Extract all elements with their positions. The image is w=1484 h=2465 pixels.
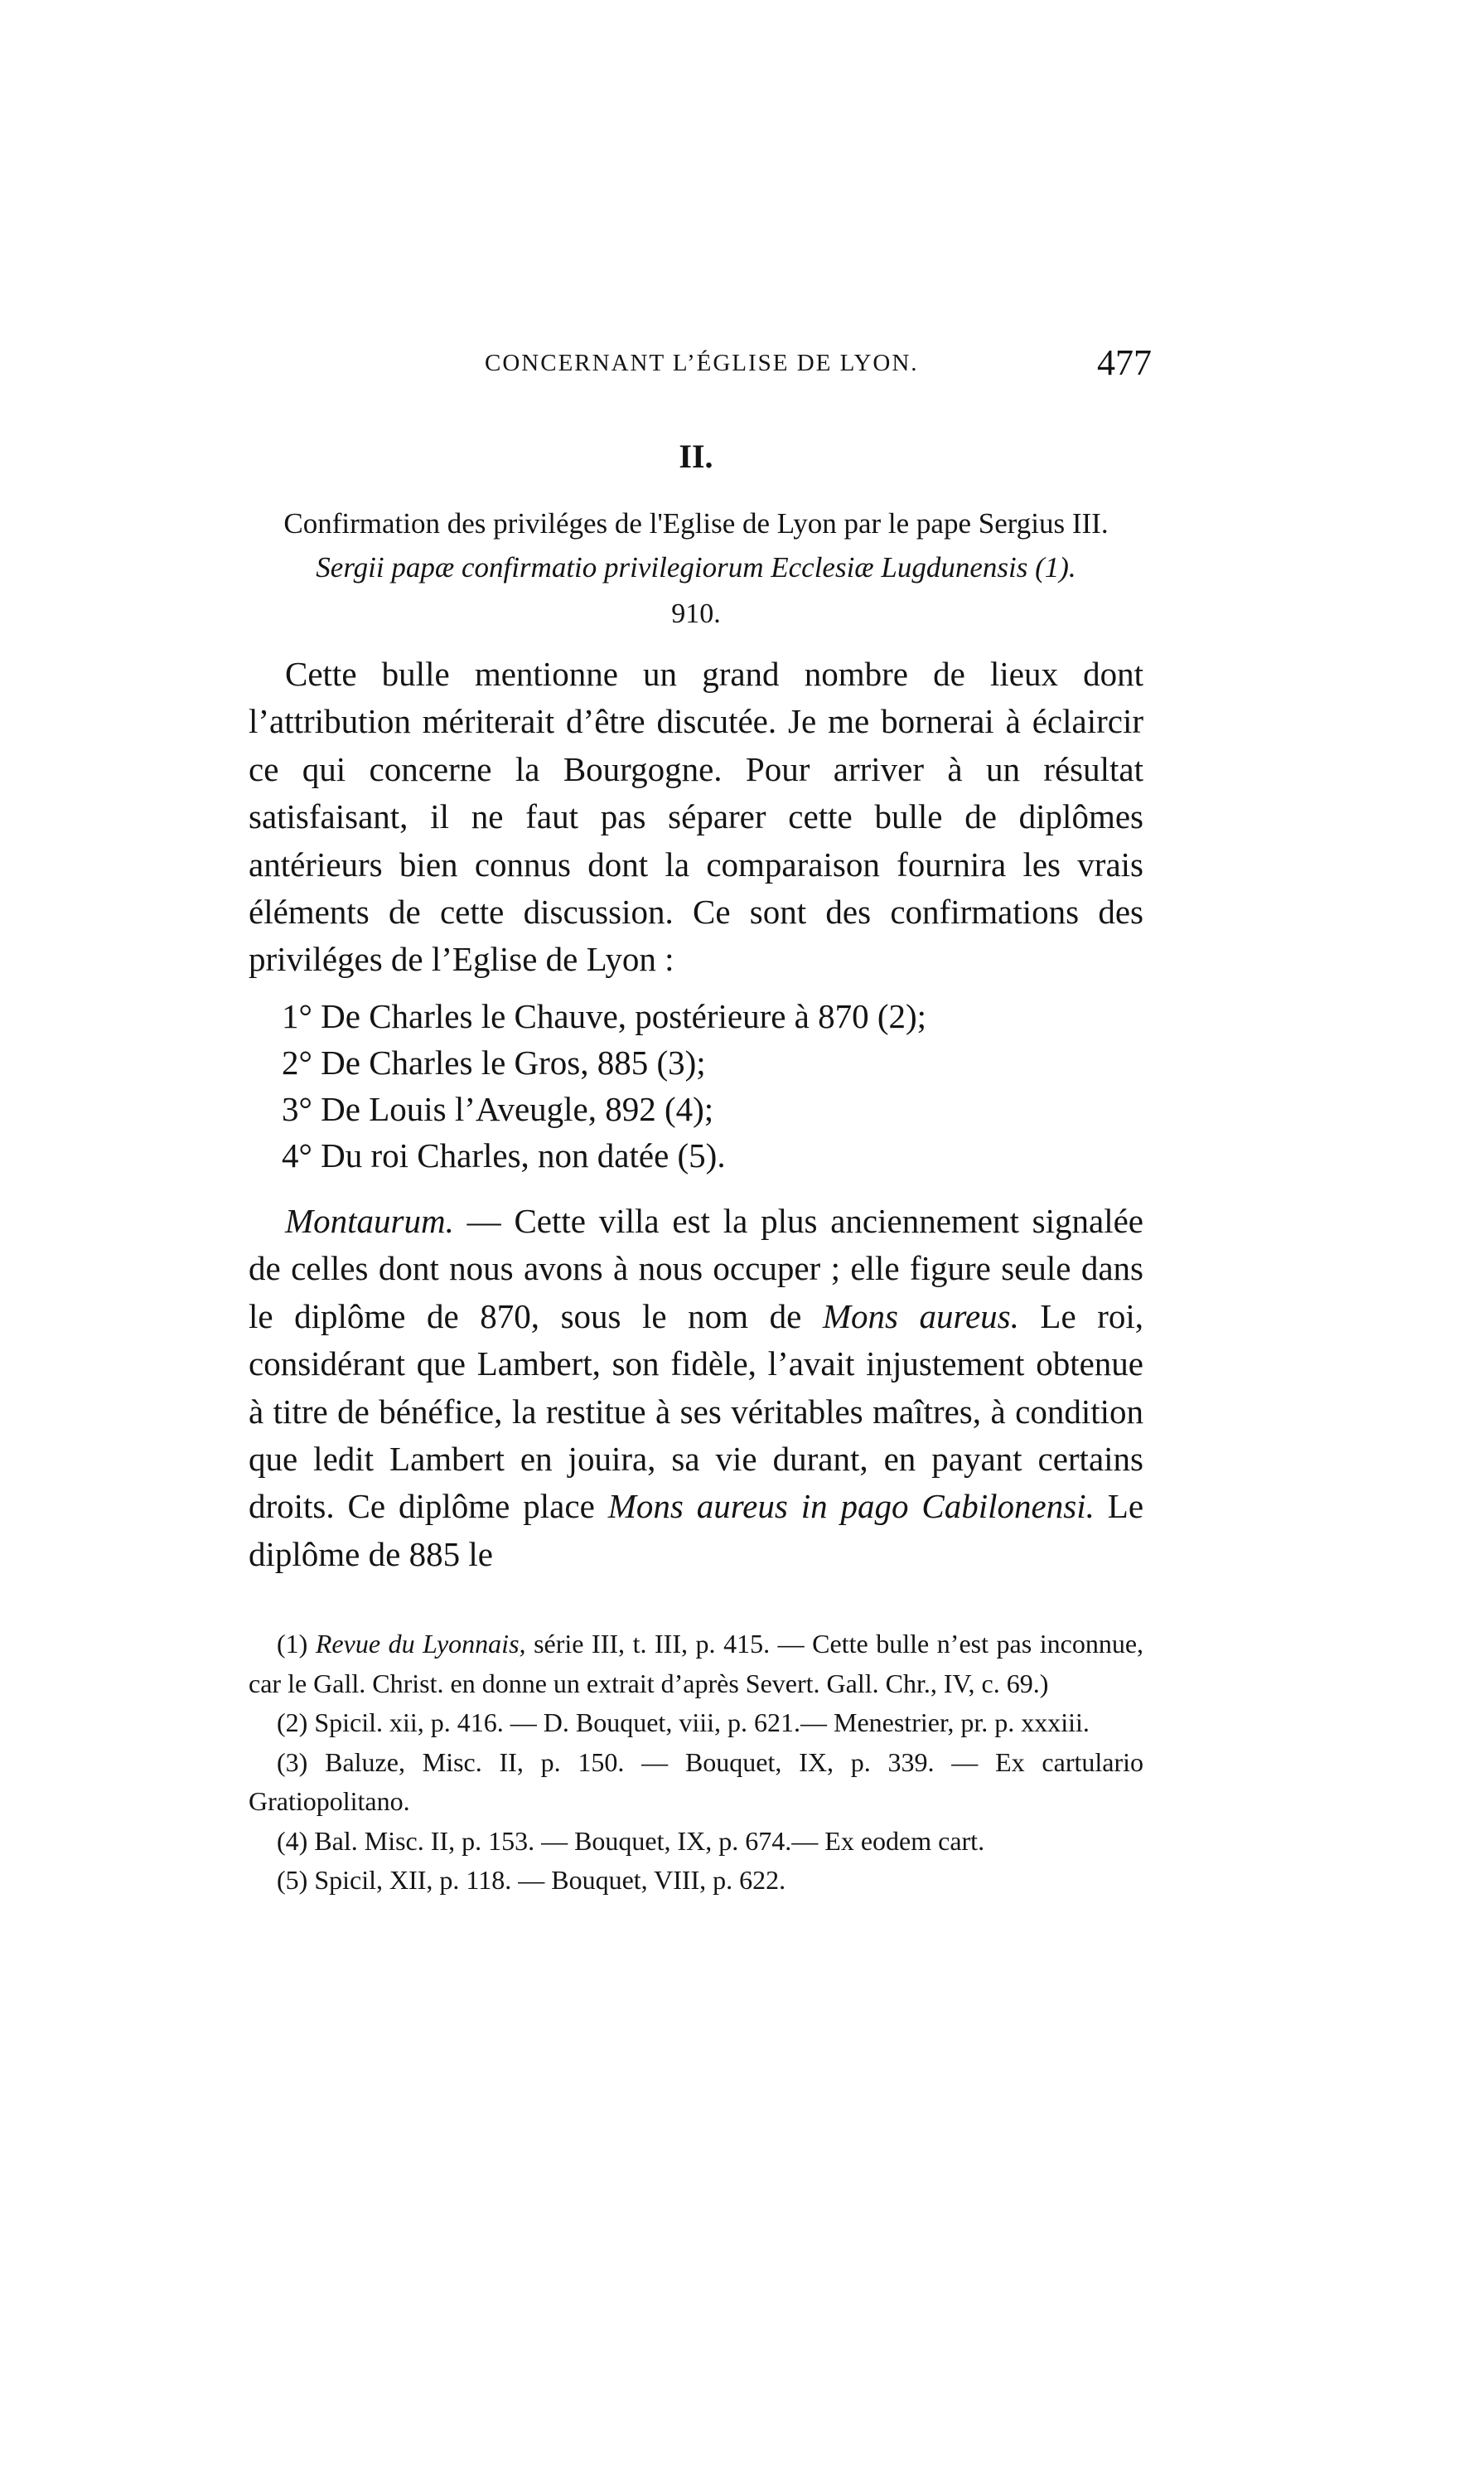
footnote [249,1861,1143,1901]
footnote [249,1822,1143,1862]
section-number: II. [679,438,713,475]
footnote-text: Bal. Misc. II, p. 153. — Bouquet, IX, p. 674.— Ex eodem cart. [314,1825,985,1856]
section-date: 910. [671,598,721,629]
paragraph-intro: Cette bulle mentionne un grand nombre de lieux dont l’attribution mériterait d’être discutée. Je me bornerai à éclaircir ce qui concerne la Bourgogne. Pour arriver à un résultat satisfaisant, il ne faut pas séparer cette bulle de diplômes antérieurs bien connus dont la comparaison fournira les vrais éléments de cette discussion. Ce sont des confirmations des priviléges de l’Eglise de Lyon : [249,655,1143,979]
running-title: CONCERNANT L’ÉGLISE DE LYON. [485,350,919,376]
paragraph-text: — Cette villa est la plus anciennement signalée de celles dont nous avons à nous occuper ; elle figure seule dans le diplôme de 870, sous le nom de [249,1202,1144,1335]
footnote-marker: (3) [277,1746,308,1777]
section-heading-latin: Sergii papæ confirmatio privilegiorum Ecclesiæ Lugdunensis (1). [316,551,1076,584]
list-item: 1° De Charles le Chauve, postérieure à 870 (2); [282,997,927,1035]
footnote-text: Spicil. xii, p. 416. — D. Bouquet, viii, p. 621.— Menestrier, pr. p. xxxiii. [314,1707,1090,1737]
footnotes [249,1625,1143,1901]
confirmation-list [282,993,1143,1179]
paragraph-montaurum [249,1198,1143,1578]
list-item: 3° De Louis l’Aveugle, 892 (4); [282,1090,714,1128]
footnote-marker: (4) [277,1825,308,1856]
latin-term: Mons aureus. [822,1296,1019,1335]
paragraph-text: Le roi, considérant que Lambert, son fidèle, l’avait injustement obtenue à titre de bénéfice, la restitue à ses véritables maîtres, à condition que ledit Lambert en jouira, sa vie durant, en payant certains droits. Ce diplôme place [249,1296,1144,1526]
footnote-text: Spicil, XII, p. 118. — Bouquet, VIII, p. 622. [314,1865,786,1895]
footnote-source: Revue du Lyonnais, [315,1629,526,1659]
paragraph-text: Le diplôme de 885 le [249,1487,1144,1573]
list-item: 4° Du roi Charles, non datée (5). [282,1136,726,1174]
footnote [249,1743,1143,1822]
footnote [249,1625,1143,1703]
footnote-marker: (2) [277,1707,308,1737]
latin-term: Mons aureus in pago Cabilonensi. [607,1487,1095,1526]
footnote-text: Baluze, Misc. II, p. 150. — Bouquet, IX, p. 339. — Ex cartulario Gratiopolitano. [249,1746,1144,1816]
section-heading-french: Confirmation des priviléges de l'Eglise de Lyon par le pape Sergius III. [283,507,1109,540]
paragraph-lead: Montaurum. [285,1202,454,1240]
page-number: 477 [1097,342,1152,383]
footnote [249,1703,1143,1743]
list-item: 2° De Charles le Gros, 885 (3); [282,1044,706,1082]
footnote-marker: (5) [277,1865,308,1895]
footnote-marker: (1) [277,1629,308,1659]
running-head [249,341,1152,388]
footnote-text: série III, t. III, p. 415. — Cette bulle n’est pas inconnue, car le Gall. Christ. en donne un extrait d’après Severt. Gall. Chr., IV, c. 69.) [249,1629,1144,1698]
